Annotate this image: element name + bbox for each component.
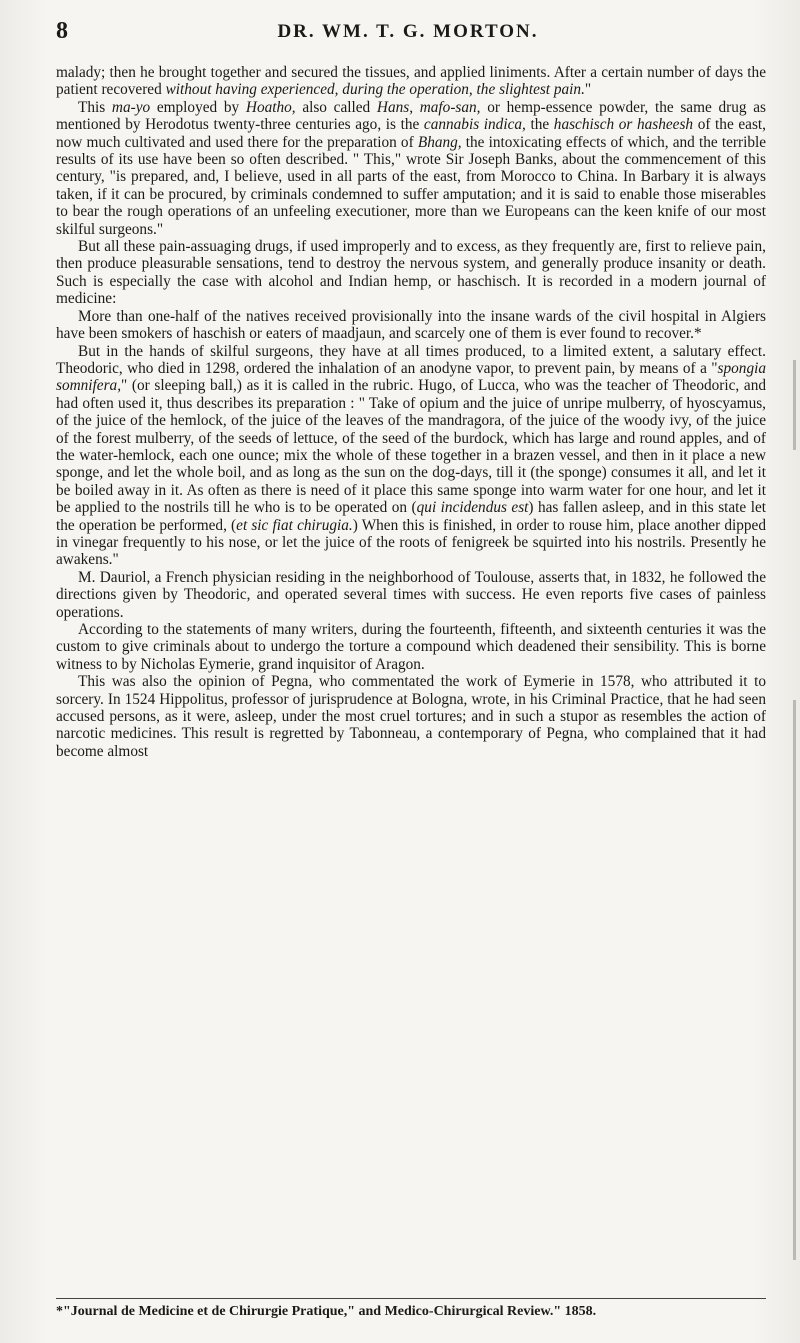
text-run: M. Dauriol, a French physician residing in the neighborhood of Toulouse, asserts that, in 1832, he followed the directions given by Theodoric, and operated several times with success. He even reports five cases of painless operations. bbox=[56, 568, 766, 621]
paragraph bbox=[56, 64, 766, 99]
paragraph bbox=[56, 343, 766, 569]
text-run: malady; then he brought together and secured the tissues, and applied liniments. After a certain number of days the patient recovered bbox=[56, 64, 766, 99]
paragraph bbox=[56, 673, 766, 760]
footnote: *"Journal de Medicine et de Chirurgie Pratique," and Medico-Chirurgical Review." 1858. bbox=[56, 1304, 597, 1319]
running-head: DR. WM. T. G. MORTON. bbox=[277, 21, 539, 42]
block-quote bbox=[56, 308, 766, 343]
italic-text: ma-yo bbox=[111, 98, 151, 116]
italic-text: cannabis indica, bbox=[423, 116, 526, 134]
text-run: ) When this is finished, in order to rouse him, place another dipped in vinegar frequently to his nose, or let the juice of the roots of fenigreek be squirted into his nostrils. Presently he awakens." bbox=[56, 516, 766, 569]
text-run: ) has fallen asleep, and in this state let the operation be performed, ( bbox=[56, 499, 766, 534]
text-run: the intoxicating effects of which, and the terrible results of its use have been so often described. " This," wrote Sir Joseph Banks, about the commencement of this century, "is prepared, and, I believe, used in all parts of the east, from Morocco to China. In Barbary it is always taken, if it can be procured, by criminals condemned to suffer amputation; and it is said to enable those miserables to bear the rough operations of an unfeeling executioner, more than we Europeans can the keen knife of our most skilful surgeons." bbox=[56, 133, 767, 238]
page-number: 8 bbox=[56, 18, 68, 44]
paragraph bbox=[56, 99, 766, 238]
page-edge-shadow bbox=[793, 700, 796, 1260]
paragraph bbox=[56, 569, 766, 621]
text-run: " bbox=[584, 81, 592, 99]
text-run: of the east, now much cultivated and used there for the preparation of bbox=[56, 116, 766, 151]
page-header bbox=[56, 18, 760, 48]
text-run: the bbox=[525, 116, 554, 134]
italic-text: qui incidendus est bbox=[416, 499, 529, 517]
italic-text: haschisch or hasheesh bbox=[553, 116, 694, 134]
page-edge-shadow bbox=[793, 360, 796, 450]
text-run: employed by bbox=[150, 98, 246, 116]
text-run: This bbox=[78, 98, 112, 116]
italic-text: Bhang, bbox=[417, 133, 462, 151]
italic-text: Hoatho, bbox=[245, 98, 296, 116]
text-run: More than one-half of the natives received provisionally into the insane wards of the civil hospital in Algiers have been smokers of haschish or eaters of maadjaun, and scarcely one of them is ever found to recover.* bbox=[56, 307, 766, 343]
italic-text: et sic fiat chirugia. bbox=[236, 516, 353, 534]
paragraph bbox=[56, 621, 766, 673]
footnote-divider bbox=[56, 1298, 766, 1299]
body-text bbox=[56, 64, 766, 760]
text-run: But all these pain-assuaging drugs, if used improperly and to excess, as they frequently are, first to relieve pain, then produce pleasurable sensations, tend to destroy the nervous system, and generally produce insanity or death. Such is especially the case with alcohol and Indian hemp, or haschisch. It is recorded in a modern journal of medicine: bbox=[56, 238, 766, 308]
italic-text: without having experienced, during the operation, the slightest pain. bbox=[165, 81, 585, 99]
text-run: also called bbox=[295, 98, 377, 116]
text-run: But in the hands of skilful surgeons, they have at all times produced, to a limited extent, a salutary effect. Theodoric, who died in 1298, ordered the inhalation of an anodyne vapor, to prevent pain, by means of a " bbox=[56, 342, 766, 377]
italic-text: Hans, mafo-san, bbox=[376, 98, 481, 116]
text-run: or hemp-essence powder, the same drug as mentioned by Herodotus twenty-three centuries ago, is the bbox=[56, 98, 766, 134]
text-run: This was also the opinion of Pegna, who commentated the work of Eymerie in 1578, who attributed it to sorcery. In 1524 Hippolitus, professor of jurisprudence at Bologna, wrote, in his Criminal Practice, that he had seen accused persons, as it were, asleep, under the most cruel tortures; and in such a stupor as resembles the action of narcotic medicines. This result is regretted by Tabonneau, a contemporary of Pegna, who complained that it had become almost bbox=[56, 673, 766, 760]
text-run: " (or sleeping ball,) as it is called in the rubric. Hugo, of Lucca, who was the teacher of Theodoric, and had often used it, thus describes its preparation : " Take of opium and the juice of unripe mulberry, of hyoscyamus, of the juice of the hemlock, of the juice of the leaves of the mandragora, of the juice of the woody ivy, of the juice of the forest mulberry, of the seeds of lettuce, of the seed of the burdock, which has large and round apples, and of the water-hemlock, each one ounce; mix the whole of these together in a brazen vessel, and then in it place a new sponge, and let the whole boil, and as long as the sun on the dog-days, till it (the sponge) consumes it all, and let it be boiled away in it. As often as there is need of it place this same sponge into warm water for one hour, and let it be applied to the nostrils till he who is to be operated on ( bbox=[56, 377, 766, 517]
paragraph bbox=[56, 238, 766, 308]
text-run: According to the statements of many writers, during the fourteenth, fifteenth, and sixteenth centuries it was the custom to give criminals about to undergo the torture a compound which deadened their sensibility. This is borne witness to by Nicholas Eymerie, grand inquisitor of Aragon. bbox=[56, 621, 766, 673]
italic-text: spongia somnifera, bbox=[56, 359, 766, 395]
